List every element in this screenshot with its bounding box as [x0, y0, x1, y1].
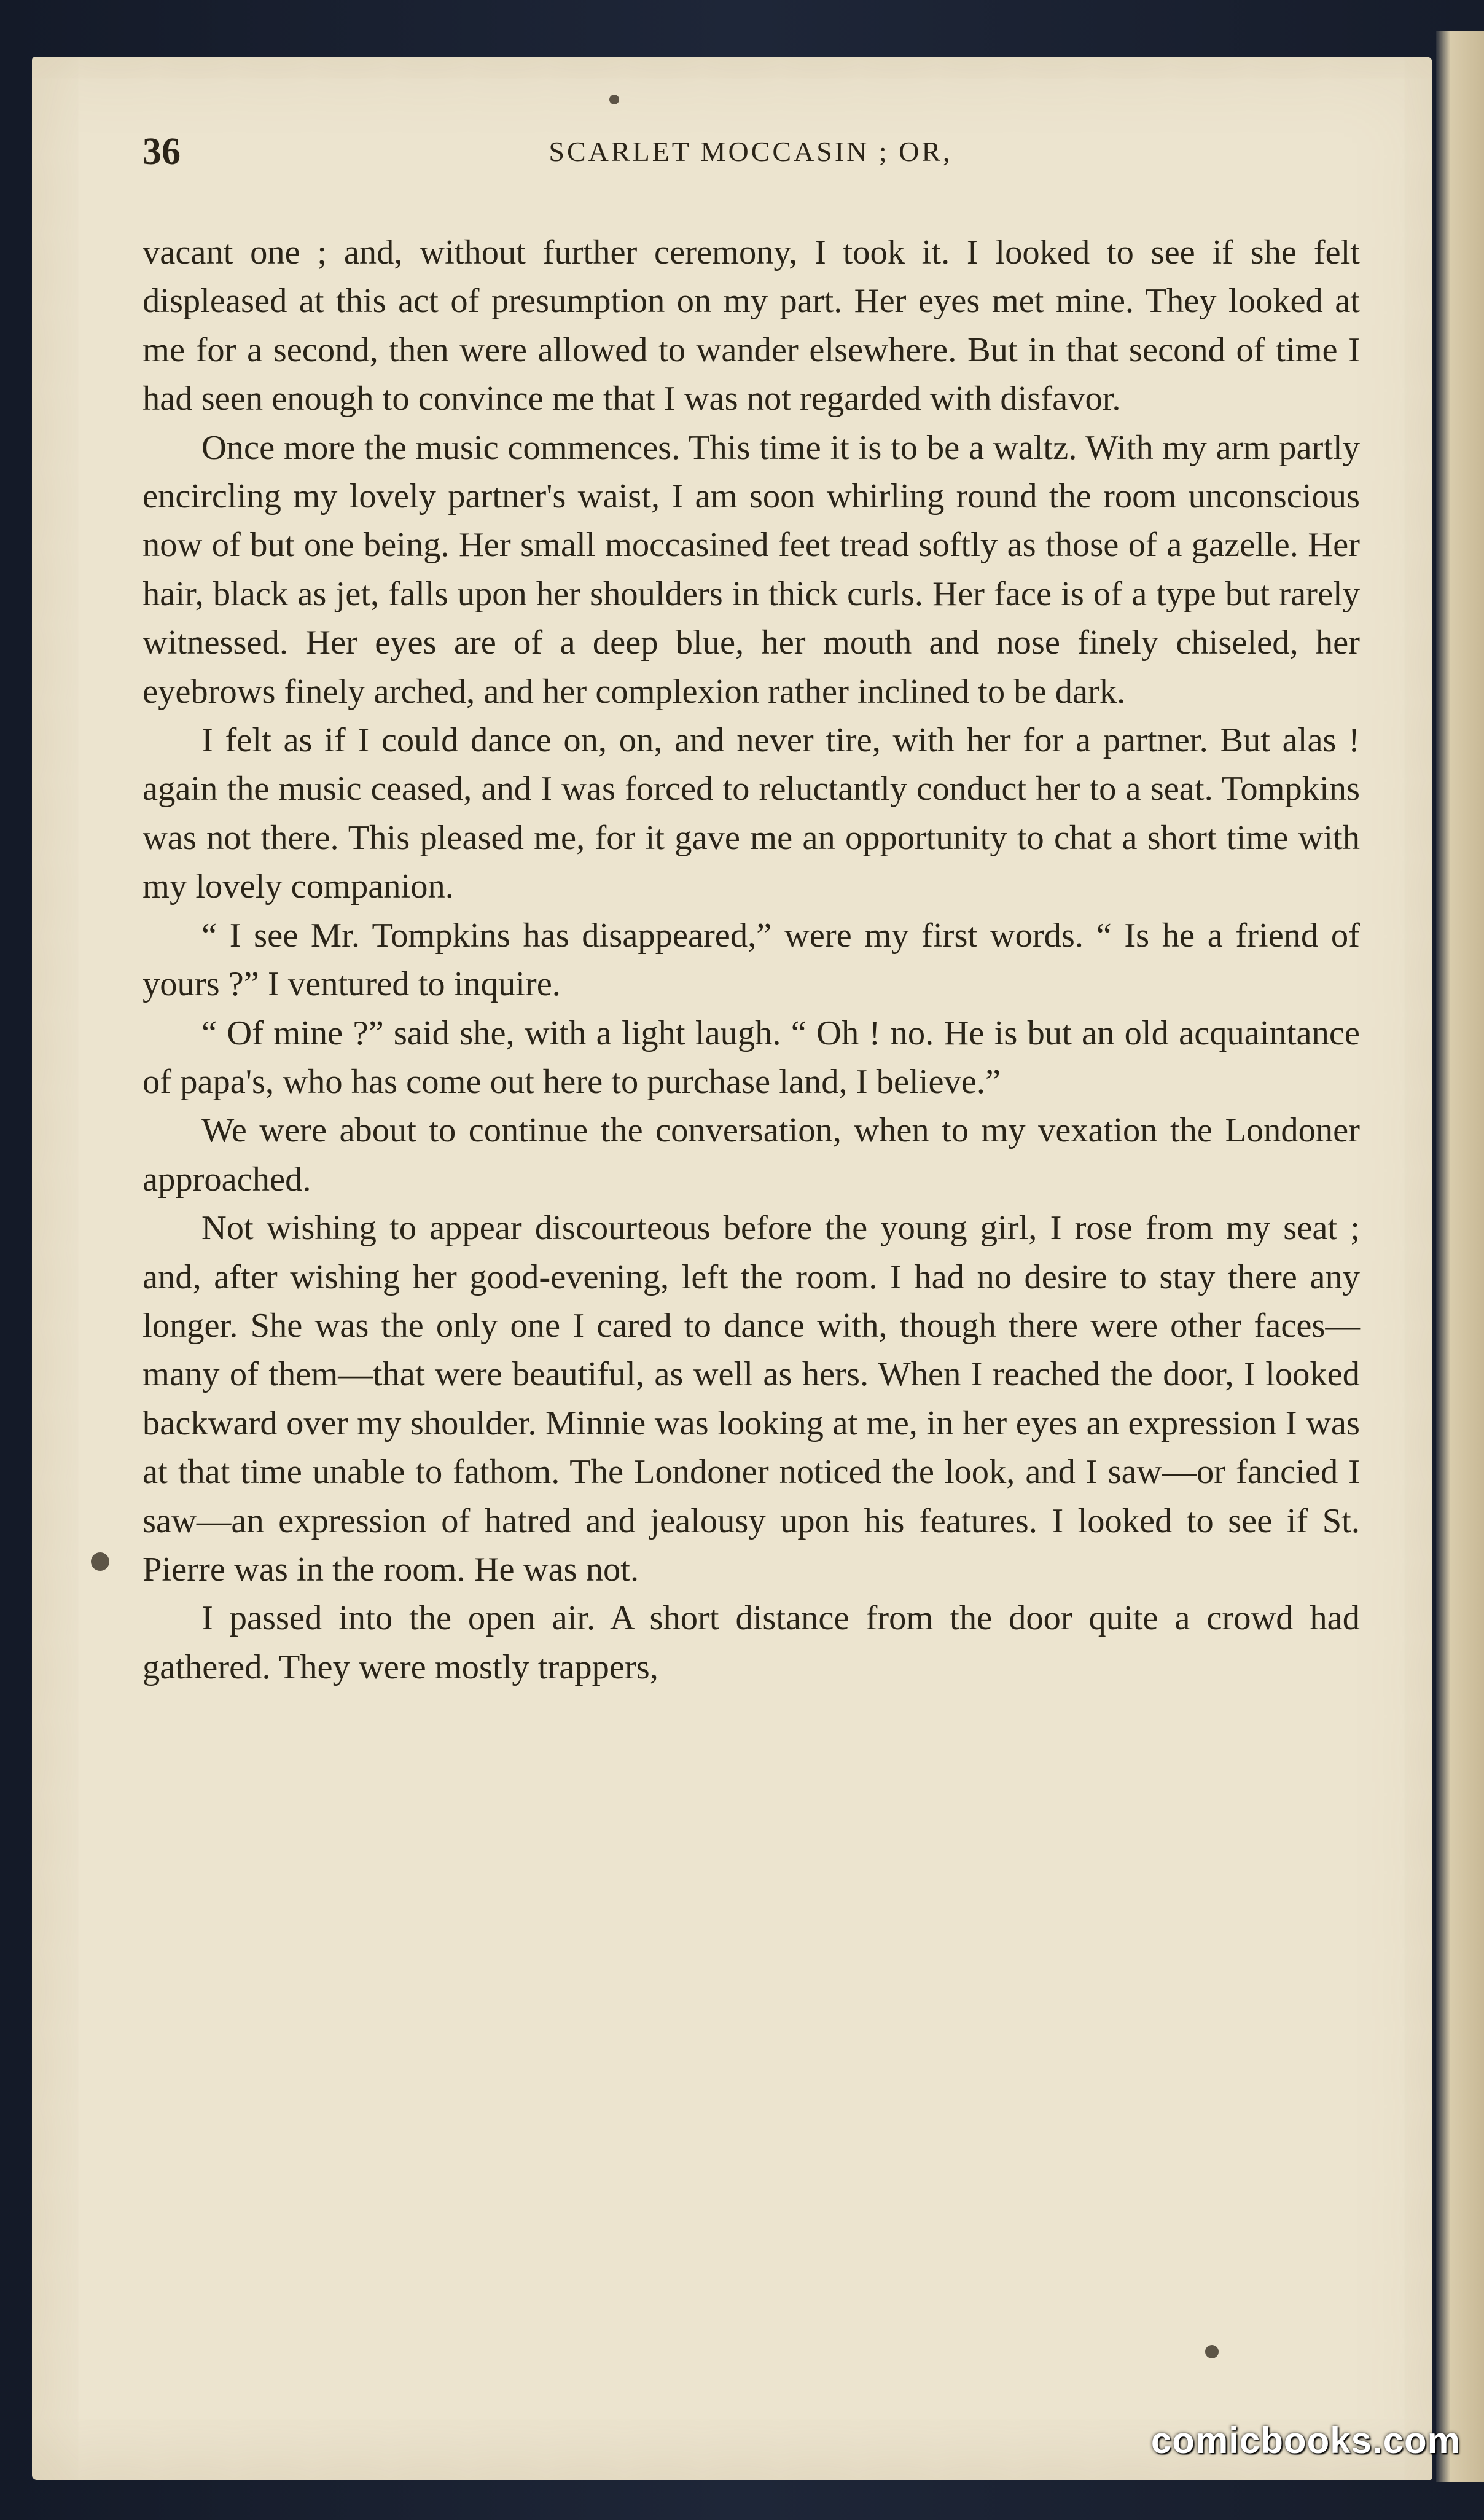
watermark: comicbooks.com	[1150, 2420, 1461, 2461]
paragraph: We were about to continue the conversation, when to my vexation the Londoner approached.	[143, 1111, 1360, 1199]
running-head-title: SCARLET MOCCASIN ; OR,	[549, 136, 953, 167]
paragraph: “ Of mine ?” said she, with a light laugh. “ Oh ! no. He is but an old acquaintance of papa's, who has come out here to purchase land, I believe.”	[143, 1014, 1360, 1101]
ink-speck	[91, 1552, 109, 1571]
paragraph: I passed into the open air. A short distance from the door quite a crowd had gathered. They were mostly trappers,	[143, 1599, 1360, 1686]
paragraph: I felt as if I could dance on, on, and never tire, with her for a partner. But alas ! again the music ceased, and I was forced to reluctantly conduct her to a seat. Tompkins was not there. This pleased me, for it gave me an opportunity to chat a short time with my lovely companion.	[143, 721, 1360, 906]
ink-speck	[609, 95, 619, 104]
page-number: 36	[143, 131, 181, 173]
next-page-edge	[1436, 31, 1484, 2482]
body-text	[143, 229, 1360, 1692]
ink-speck	[1205, 2345, 1219, 2358]
paragraph: Not wishing to appear discourteous before the young girl, I rose from my seat ; and, after wishing her good-evening, left the room. I had no desire to stay there any longer. She was the only one I cared to dance with, though there were other faces—many of them—that were beautiful, as well as hers. When I reached the door, I looked backward over my shoulder. Minnie was looking at me, in her eyes an expression I was at that time unable to fathom. The Londoner noticed the look, and I saw—or fancied I saw—an expression of hatred and jealousy upon his features. I looked to see if St. Pierre was in the room. He was not.	[143, 1209, 1360, 1589]
paragraph: vacant one ; and, without further ceremony, I took it. I looked to see if she felt displeased at this act of presumption on my part. Her eyes met mine. They looked at me for a second, then were allowed to wander elsewhere. But in that second of time I had seen enough to convince me that I was not regarded with disfavor.	[143, 233, 1360, 418]
paragraph: Once more the music commences. This time it is to be a waltz. With my arm partly encircling my lovely partner's waist, I am soon whirling round the room unconscious now of but one being. Her small moccasined feet tread softly as those of a gazelle. Her hair, black as jet, falls upon her shoulders in thick curls. Her face is of a type but rarely witnessed. Her eyes are of a deep blue, her mouth and nose finely chiseled, her eyebrows finely arched, and her complexion rather inclined to be dark.	[143, 428, 1360, 711]
running-head	[143, 130, 1359, 186]
paragraph: “ I see Mr. Tompkins has disappeared,” were my first words. “ Is he a friend of yours ?” I ventured to inquire.	[143, 916, 1360, 1004]
